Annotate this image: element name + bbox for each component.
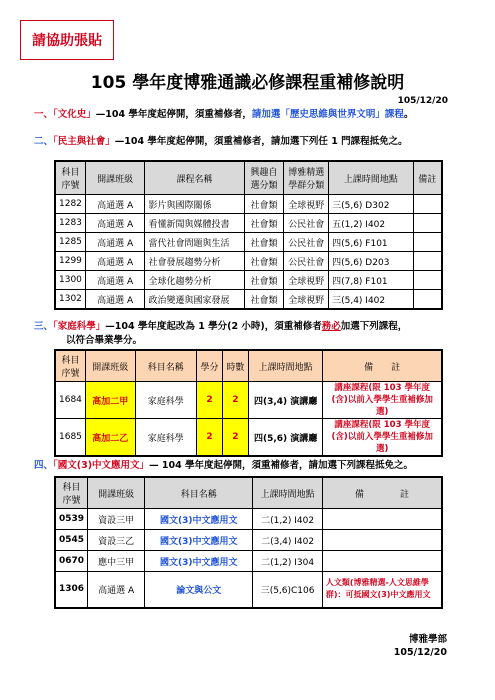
cell-time: 二(1,2) I304 [253, 551, 323, 572]
cell-name: 國文(3)中文應用文 [145, 551, 253, 572]
cell-no: 1285 [55, 233, 85, 252]
cell-class: 高通選 A [88, 572, 145, 608]
section-3-text: —104 學年度起改為 1 學分(2 小時)，須重補修者 [105, 321, 322, 332]
cell-name: 家庭科學 [135, 419, 197, 457]
cell-no: 1282 [55, 195, 85, 214]
header-class: 開課班級 [88, 477, 145, 509]
cell-name: 國文(3)中文應用文 [145, 530, 253, 551]
cell-no: 1300 [55, 271, 85, 290]
cell-no: 1684 [55, 382, 85, 419]
cell-name: 社會發展趨勢分析 [145, 252, 244, 271]
cell-time: 二(3,4) I402 [253, 530, 323, 551]
notice-stamp: 請協助張貼 [20, 20, 114, 60]
cell-time: 四(7,8) F101 [329, 271, 413, 290]
section-4-name: 「國文(3)中文應用文」 [53, 460, 150, 471]
cell-name: 家庭科學 [135, 382, 197, 419]
table-family-science [54, 349, 443, 457]
table-row [55, 551, 442, 572]
cell-cluster: 全球視野 [284, 271, 329, 290]
header-remarks: 備 註 [323, 350, 442, 382]
cell-no: 1306 [55, 572, 88, 608]
cell-class: 應中三甲 [88, 551, 145, 572]
cell-remark: 講座課程(限 103 學年度(含)以前入學學生重補修加選) [323, 419, 442, 457]
cell-interest: 社會類 [244, 195, 284, 214]
cell-remark [322, 509, 442, 530]
cell-name: 論文與公文 [145, 572, 253, 608]
cell-time: 四(3,4) 演講廳 [248, 382, 323, 419]
header-class: 開課班級 [85, 161, 145, 195]
cell-no: 0670 [55, 551, 88, 572]
section-3-must: 務必 [321, 321, 341, 332]
cell-time: 四(5,6) D203 [329, 252, 413, 271]
header-course-no: 科目序號 [55, 477, 88, 509]
cell-class: 資設三甲 [88, 509, 145, 530]
section-3-name: 「家庭科學」 [53, 321, 106, 332]
header-class: 開課班級 [85, 350, 135, 382]
header-credits: 學分 [197, 350, 223, 382]
cell-time: 四(5,6) 演講廳 [248, 419, 323, 457]
cell-name: 當代社會問題與生活 [145, 233, 244, 252]
cell-class: 高加二甲 [85, 382, 135, 419]
cell-remark [413, 271, 442, 290]
cell-name: 政治變遷與國家發展 [145, 290, 244, 310]
table-row [55, 382, 442, 419]
section-4-text: — 104 學年度起停開，須重補修者，請加選下列課程抵免之。 [149, 460, 414, 471]
cell-interest: 社會類 [244, 290, 284, 310]
table-row [55, 572, 442, 608]
cell-cluster: 全球視野 [284, 290, 329, 310]
cell-cluster: 公民社會 [284, 233, 329, 252]
cell-time: 二(1,2) I402 [253, 509, 323, 530]
cell-no: 0545 [55, 530, 88, 551]
table-row [55, 419, 442, 457]
header-course-no: 科目序號 [55, 350, 85, 382]
cell-remark [413, 195, 442, 214]
cell-interest: 社會類 [244, 271, 284, 290]
cell-hours: 2 [222, 382, 248, 419]
section-1 [34, 108, 413, 122]
header-interest-category: 興趣自選分類 [244, 161, 284, 195]
cell-time: 五(1,2) I402 [329, 214, 413, 233]
section-3 [34, 320, 407, 348]
section-1-prefix: 一、 [34, 109, 54, 120]
section-3-prefix: 三、 [34, 321, 54, 332]
section-3-text-2: 加選下列課程， [340, 321, 408, 332]
section-4-prefix: 四、 [34, 460, 54, 471]
cell-remark [413, 252, 442, 271]
section-1-highlight: 請加選「歷史思維與世界文明」課程 [251, 109, 404, 120]
header-time-location: 上課時間地點 [253, 477, 323, 509]
section-4 [34, 459, 413, 473]
cell-remark [413, 214, 442, 233]
cell-cluster: 全球視野 [284, 195, 329, 214]
table-row [55, 214, 442, 233]
header-date: 105/12/20 [397, 96, 448, 106]
cell-credits: 2 [197, 382, 223, 419]
cell-class: 高通選 A [85, 290, 145, 310]
table-row [55, 271, 442, 290]
footer-date: 105/12/20 [393, 647, 447, 658]
table-democracy-society [54, 160, 443, 310]
table-row [55, 233, 442, 252]
cell-remark: 人文類(博雅精選-人文思維學群)：可抵國文(3)中文應用文 [322, 572, 442, 608]
cell-time: 三(5,4) I402 [329, 290, 413, 310]
footer-unit: 博雅學部 [408, 634, 447, 645]
table-header-row [55, 350, 442, 382]
header-remarks: 備註 [413, 161, 442, 195]
page-title: 105 學年度博雅通識必修課程重補修說明 [90, 73, 405, 93]
header-course-name: 科目名稱 [145, 477, 253, 509]
cell-class: 高加二乙 [85, 419, 135, 457]
table-header-row [55, 161, 442, 195]
cell-cluster: 公民社會 [284, 214, 329, 233]
cell-class: 高通選 A [85, 214, 145, 233]
cell-name: 影片與國際關係 [145, 195, 244, 214]
header-course-name: 科目名稱 [135, 350, 197, 382]
table-chinese-applied [54, 476, 443, 609]
section-1-text: —104 學年度起停開，須重補修者， [95, 109, 252, 120]
header-time-location: 上課時間地點 [248, 350, 323, 382]
cell-no: 0539 [55, 509, 88, 530]
cell-remark: 講座課程(限 103 學年度(含)以前入學學生重補修加選) [323, 382, 442, 419]
header-remarks: 備 註 [322, 477, 442, 509]
cell-remark [413, 233, 442, 252]
section-3-text-3: 以符合畢業學分。 [66, 335, 143, 346]
section-2-name: 「民主與社會」 [53, 136, 115, 147]
cell-class: 高通選 A [85, 195, 145, 214]
cell-remark [322, 551, 442, 572]
cell-no: 1685 [55, 419, 85, 457]
cell-name: 看懂新聞與媒體投書 [145, 214, 244, 233]
cell-time: 三(5,6)C106 [253, 572, 323, 608]
table-row [55, 195, 442, 214]
cell-no: 1283 [55, 214, 85, 233]
cell-no: 1302 [55, 290, 85, 310]
cell-no: 1299 [55, 252, 85, 271]
cell-remark [413, 290, 442, 310]
header-cluster-category: 博雅精選學群分類 [284, 161, 329, 195]
cell-name: 國文(3)中文應用文 [145, 509, 253, 530]
cell-credits: 2 [197, 419, 223, 457]
cell-interest: 社會類 [244, 233, 284, 252]
section-2 [34, 135, 408, 149]
cell-interest: 社會類 [244, 214, 284, 233]
section-1-end: 。 [403, 109, 414, 120]
table-row [55, 530, 442, 551]
cell-class: 資設三乙 [88, 530, 145, 551]
table-header-row [55, 477, 442, 509]
cell-hours: 2 [222, 419, 248, 457]
cell-name: 全球化趨勢分析 [145, 271, 244, 290]
cell-interest: 社會類 [244, 252, 284, 271]
cell-time: 三(5,6) D302 [329, 195, 413, 214]
table-row [55, 252, 442, 271]
section-2-text: —104 學年度起停開，須重補修者，請加選下列任 1 門課程抵免之。 [114, 136, 408, 147]
cell-class: 高通選 A [85, 271, 145, 290]
table-row [55, 290, 442, 310]
header-hours: 時數 [222, 350, 248, 382]
cell-time: 四(5,6) F101 [329, 233, 413, 252]
cell-remark [322, 530, 442, 551]
header-course-no: 科目序號 [55, 161, 85, 195]
cell-cluster: 公民社會 [284, 252, 329, 271]
section-2-prefix: 二、 [34, 136, 54, 147]
cell-class: 高通選 A [85, 233, 145, 252]
header-course-name: 課程名稱 [145, 161, 244, 195]
section-1-name: 「文化史」 [53, 109, 96, 120]
header-time-location: 上課時間地點 [329, 161, 413, 195]
table-row [55, 509, 442, 530]
cell-class: 高通選 A [85, 252, 145, 271]
